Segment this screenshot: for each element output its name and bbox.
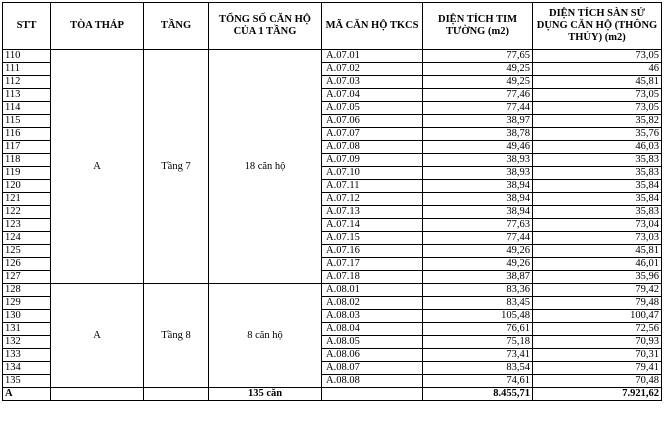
- cell-tong-so-can-ho: 8 căn hộ: [209, 284, 322, 388]
- cell-dien-tich-tim-tuong: 77,44: [423, 232, 533, 245]
- cell-dien-tich-tim-tuong: 75,18: [423, 336, 533, 349]
- cell-dien-tich-tim-tuong: 38,78: [423, 128, 533, 141]
- cell-stt: 110: [3, 50, 51, 63]
- cell-stt: 134: [3, 362, 51, 375]
- cell-dien-tich-thong-thuy: 35,83: [533, 154, 662, 167]
- cell-ma-can-ho: A.07.04: [322, 89, 423, 102]
- table-row: [3, 284, 662, 297]
- cell-stt: 124: [3, 232, 51, 245]
- table-header-row: [3, 3, 662, 50]
- cell-dien-tich-tim-tuong: 49,26: [423, 258, 533, 271]
- header-tang: TẦNG: [144, 3, 209, 50]
- cell-ma-can-ho: A.07.10: [322, 167, 423, 180]
- header-ma-can-ho: MÃ CĂN HỘ TKCS: [322, 3, 423, 50]
- cell-tang: Tầng 8: [144, 284, 209, 388]
- total-tong-so-can-ho: 135 căn: [209, 388, 322, 401]
- cell-dien-tich-tim-tuong: 77,46: [423, 89, 533, 102]
- cell-stt: 123: [3, 219, 51, 232]
- cell-toa-thap: A: [51, 284, 144, 388]
- cell-ma-can-ho: A.07.17: [322, 258, 423, 271]
- total-dien-tich-tim-tuong: 8.455,71: [423, 388, 533, 401]
- cell-dien-tich-thong-thuy: 35,84: [533, 180, 662, 193]
- cell-dien-tich-thong-thuy: 73,03: [533, 232, 662, 245]
- cell-ma-can-ho: A.07.18: [322, 271, 423, 284]
- total-empty-tang: [144, 388, 209, 401]
- header-stt: STT: [3, 3, 51, 50]
- cell-ma-can-ho: A.07.16: [322, 245, 423, 258]
- cell-dien-tich-tim-tuong: 105,48: [423, 310, 533, 323]
- cell-stt: 116: [3, 128, 51, 141]
- cell-ma-can-ho: A.07.14: [322, 219, 423, 232]
- cell-dien-tich-thong-thuy: 35,83: [533, 206, 662, 219]
- cell-dien-tich-tim-tuong: 77,65: [423, 50, 533, 63]
- cell-dien-tich-thong-thuy: 35,84: [533, 193, 662, 206]
- cell-dien-tich-tim-tuong: 49,25: [423, 76, 533, 89]
- cell-dien-tich-thong-thuy: 35,96: [533, 271, 662, 284]
- cell-tang: Tầng 7: [144, 50, 209, 284]
- cell-ma-can-ho: A.07.09: [322, 154, 423, 167]
- cell-dien-tich-tim-tuong: 77,44: [423, 102, 533, 115]
- cell-ma-can-ho: A.07.12: [322, 193, 423, 206]
- cell-dien-tich-thong-thuy: 73,04: [533, 219, 662, 232]
- cell-stt: 128: [3, 284, 51, 297]
- cell-dien-tich-tim-tuong: 38,87: [423, 271, 533, 284]
- cell-dien-tich-tim-tuong: 49,46: [423, 141, 533, 154]
- cell-ma-can-ho: A.07.08: [322, 141, 423, 154]
- cell-ma-can-ho: A.07.11: [322, 180, 423, 193]
- cell-stt: 126: [3, 258, 51, 271]
- cell-ma-can-ho: A.07.05: [322, 102, 423, 115]
- cell-dien-tich-thong-thuy: 70,48: [533, 375, 662, 388]
- cell-stt: 111: [3, 63, 51, 76]
- cell-stt: 113: [3, 89, 51, 102]
- cell-stt: 131: [3, 323, 51, 336]
- cell-ma-can-ho: A.08.05: [322, 336, 423, 349]
- cell-ma-can-ho: A.08.06: [322, 349, 423, 362]
- cell-stt: 121: [3, 193, 51, 206]
- cell-ma-can-ho: A.07.03: [322, 76, 423, 89]
- table-row: [3, 50, 662, 63]
- cell-dien-tich-thong-thuy: 73,05: [533, 50, 662, 63]
- cell-stt: 112: [3, 76, 51, 89]
- cell-ma-can-ho: A.07.06: [322, 115, 423, 128]
- cell-ma-can-ho: A.07.13: [322, 206, 423, 219]
- cell-dien-tich-tim-tuong: 38,93: [423, 167, 533, 180]
- cell-stt: 118: [3, 154, 51, 167]
- cell-dien-tich-thong-thuy: 73,05: [533, 102, 662, 115]
- cell-dien-tich-tim-tuong: 76,61: [423, 323, 533, 336]
- apartment-area-table: [2, 2, 662, 401]
- cell-ma-can-ho: A.08.07: [322, 362, 423, 375]
- cell-stt: 115: [3, 115, 51, 128]
- cell-dien-tich-thong-thuy: 72,56: [533, 323, 662, 336]
- cell-dien-tich-tim-tuong: 83,54: [423, 362, 533, 375]
- cell-dien-tich-thong-thuy: 45,81: [533, 245, 662, 258]
- cell-dien-tich-tim-tuong: 49,25: [423, 63, 533, 76]
- cell-dien-tich-thong-thuy: 79,41: [533, 362, 662, 375]
- cell-dien-tich-tim-tuong: 38,94: [423, 193, 533, 206]
- cell-dien-tich-tim-tuong: 38,97: [423, 115, 533, 128]
- cell-stt: 129: [3, 297, 51, 310]
- cell-ma-can-ho: A.08.02: [322, 297, 423, 310]
- cell-ma-can-ho: A.08.08: [322, 375, 423, 388]
- cell-stt: 117: [3, 141, 51, 154]
- cell-ma-can-ho: A.07.02: [322, 63, 423, 76]
- header-tong-so-can-ho: TỔNG SỐ CĂN HỘ CỦA 1 TẦNG: [209, 3, 322, 50]
- cell-ma-can-ho: A.08.01: [322, 284, 423, 297]
- cell-dien-tich-thong-thuy: 70,93: [533, 336, 662, 349]
- total-row: [3, 388, 662, 401]
- cell-stt: 122: [3, 206, 51, 219]
- cell-dien-tich-thong-thuy: 45,81: [533, 76, 662, 89]
- total-stt: A: [3, 388, 51, 401]
- cell-dien-tich-tim-tuong: 38,94: [423, 206, 533, 219]
- cell-dien-tich-tim-tuong: 49,26: [423, 245, 533, 258]
- cell-dien-tich-tim-tuong: 74,61: [423, 375, 533, 388]
- cell-stt: 133: [3, 349, 51, 362]
- cell-stt: 120: [3, 180, 51, 193]
- cell-stt: 127: [3, 271, 51, 284]
- cell-dien-tich-thong-thuy: 100,47: [533, 310, 662, 323]
- cell-ma-can-ho: A.08.03: [322, 310, 423, 323]
- cell-dien-tich-tim-tuong: 83,36: [423, 284, 533, 297]
- cell-dien-tich-thong-thuy: 35,83: [533, 167, 662, 180]
- cell-dien-tich-tim-tuong: 77,63: [423, 219, 533, 232]
- total-empty-ma-can-ho: [322, 388, 423, 401]
- cell-dien-tich-tim-tuong: 38,94: [423, 180, 533, 193]
- cell-dien-tich-tim-tuong: 73,41: [423, 349, 533, 362]
- cell-dien-tich-thong-thuy: 46,03: [533, 141, 662, 154]
- cell-stt: 119: [3, 167, 51, 180]
- cell-dien-tich-thong-thuy: 46,01: [533, 258, 662, 271]
- header-dien-tich-thong-thuy: DIỆN TÍCH SÀN SỬ DỤNG CĂN HỘ (THÔNG THỦY) (m2): [533, 3, 662, 50]
- cell-stt: 130: [3, 310, 51, 323]
- cell-stt: 114: [3, 102, 51, 115]
- cell-dien-tich-thong-thuy: 70,31: [533, 349, 662, 362]
- table-body: [3, 50, 662, 401]
- cell-ma-can-ho: A.07.01: [322, 50, 423, 63]
- cell-stt: 132: [3, 336, 51, 349]
- cell-dien-tich-thong-thuy: 79,48: [533, 297, 662, 310]
- cell-ma-can-ho: A.07.07: [322, 128, 423, 141]
- cell-dien-tich-thong-thuy: 73,05: [533, 89, 662, 102]
- cell-stt: 135: [3, 375, 51, 388]
- cell-dien-tich-tim-tuong: 38,93: [423, 154, 533, 167]
- total-empty-toa-thap: [51, 388, 144, 401]
- cell-toa-thap: A: [51, 50, 144, 284]
- cell-dien-tich-thong-thuy: 79,42: [533, 284, 662, 297]
- total-dien-tich-thong-thuy: 7.921,62: [533, 388, 662, 401]
- header-toa-thap: TÒA THÁP: [51, 3, 144, 50]
- cell-tong-so-can-ho: 18 căn hộ: [209, 50, 322, 284]
- header-dien-tich-tim-tuong: DIỆN TÍCH TIM TƯỜNG (m2): [423, 3, 533, 50]
- cell-dien-tich-thong-thuy: 35,82: [533, 115, 662, 128]
- cell-dien-tich-tim-tuong: 83,45: [423, 297, 533, 310]
- cell-ma-can-ho: A.08.04: [322, 323, 423, 336]
- cell-ma-can-ho: A.07.15: [322, 232, 423, 245]
- cell-dien-tich-thong-thuy: 46: [533, 63, 662, 76]
- cell-stt: 125: [3, 245, 51, 258]
- cell-dien-tich-thong-thuy: 35,76: [533, 128, 662, 141]
